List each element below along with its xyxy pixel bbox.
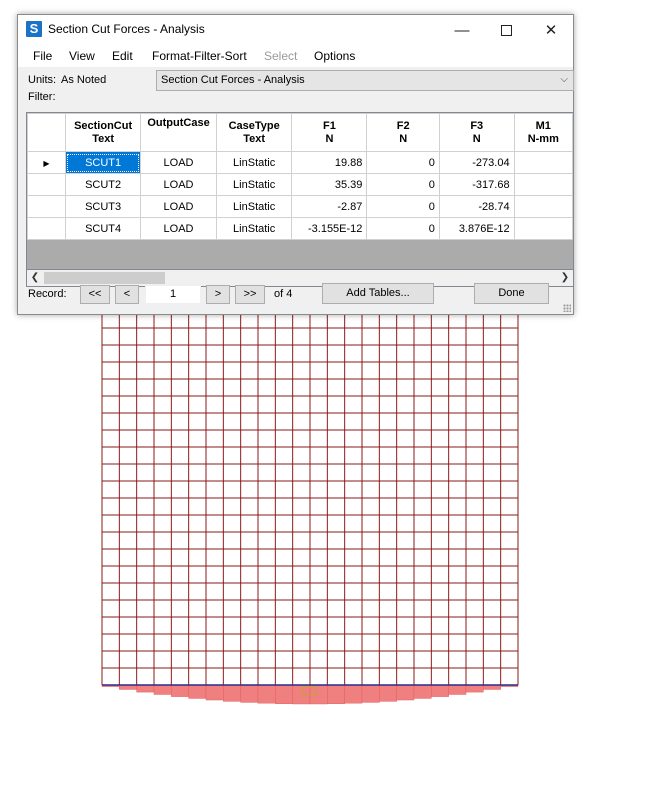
- column-header-f2[interactable]: F2 N: [367, 114, 439, 152]
- filter-label: Filter:: [28, 91, 56, 103]
- section-cut-bar: [449, 685, 466, 694]
- column-header-sectioncut[interactable]: SectionCut Text: [65, 114, 140, 152]
- cell-sectioncut[interactable]: SCUT4: [65, 218, 140, 240]
- section-cut-bar: [171, 685, 188, 697]
- row-selector[interactable]: [28, 152, 66, 174]
- close-button[interactable]: [529, 15, 573, 45]
- scroll-left-icon[interactable]: ❮: [30, 272, 40, 283]
- title-bar[interactable]: [18, 15, 573, 45]
- section-cut-bar: [206, 685, 223, 700]
- section-cut-bar: [258, 685, 275, 703]
- window-title: Section Cut Forces - Analysis: [48, 22, 205, 36]
- minimize-icon: —: [454, 21, 470, 39]
- section-cut-bar: [379, 685, 396, 701]
- section-cut-bar: [189, 685, 206, 698]
- section-cut-forces-window[interactable]: [17, 14, 574, 315]
- shell-mesh: [102, 300, 518, 685]
- done-button[interactable]: Done: [474, 283, 549, 304]
- menu-options[interactable]: Options: [314, 49, 356, 63]
- cell-m1[interactable]: [514, 174, 572, 196]
- chevron-down-icon: ⌵: [560, 74, 568, 85]
- menu-file[interactable]: File: [33, 49, 53, 63]
- menu-format-filter-sort[interactable]: Format-Filter-Sort: [152, 49, 247, 63]
- app-icon: S: [26, 21, 42, 37]
- row-selector[interactable]: [28, 174, 66, 196]
- record-label: Record:: [28, 288, 67, 300]
- next-record-button[interactable]: >: [206, 285, 230, 304]
- cell-f2[interactable]: 0: [367, 174, 439, 196]
- header-row: [28, 114, 573, 152]
- cell-f2[interactable]: 0: [367, 152, 439, 174]
- cell-m1[interactable]: [514, 218, 572, 240]
- cell-f3[interactable]: -28.74: [439, 196, 514, 218]
- cell-casetype[interactable]: LinStatic: [216, 196, 292, 218]
- table-row[interactable]: [28, 196, 573, 218]
- section-cut-bar: [275, 685, 292, 704]
- cell-f3[interactable]: -273.04: [439, 152, 514, 174]
- column-header-casetype[interactable]: CaseType Text: [216, 114, 292, 152]
- cell-f1[interactable]: -2.87: [292, 196, 367, 218]
- section-cut-diagram: [102, 685, 518, 704]
- menu-edit[interactable]: Edit: [112, 49, 133, 63]
- scroll-right-icon[interactable]: ❯: [560, 272, 570, 283]
- cell-f3[interactable]: -317.68: [439, 174, 514, 196]
- row-selector[interactable]: [28, 218, 66, 240]
- record-count: of 4: [274, 288, 293, 300]
- previous-record-button[interactable]: <: [115, 285, 139, 304]
- column-header-m1[interactable]: M1 N-mm: [514, 114, 572, 152]
- cell-casetype[interactable]: LinStatic: [216, 218, 292, 240]
- table-row[interactable]: [28, 174, 573, 196]
- table-selector-dropdown[interactable]: [156, 70, 574, 91]
- cell-m1[interactable]: [514, 196, 572, 218]
- cell-outputcase[interactable]: LOAD: [141, 152, 217, 174]
- section-cut-bar: [241, 685, 258, 702]
- column-header-outputcase[interactable]: OutputCase: [141, 114, 217, 152]
- cell-sectioncut[interactable]: SCUT1: [65, 152, 140, 174]
- section-cut-bar: [154, 685, 171, 694]
- cell-casetype[interactable]: LinStatic: [216, 152, 292, 174]
- data-grid[interactable]: [26, 112, 574, 270]
- table-row[interactable]: [28, 218, 573, 240]
- section-cut-bar: [293, 685, 310, 704]
- section-cut-bar: [137, 685, 154, 692]
- minimize-button[interactable]: [440, 15, 484, 45]
- table-row[interactable]: [28, 152, 573, 174]
- current-row-arrow-icon: ▶: [43, 158, 50, 168]
- table-selector-value: Section Cut Forces - Analysis: [161, 74, 305, 86]
- section-cut-bar: [310, 685, 327, 704]
- section-cut-bar: [223, 685, 240, 701]
- units-value: As Noted: [61, 74, 107, 86]
- menu-select[interactable]: Select: [264, 49, 298, 63]
- cell-outputcase[interactable]: LOAD: [141, 196, 217, 218]
- cell-sectioncut[interactable]: SCUT3: [65, 196, 140, 218]
- last-record-button[interactable]: >>: [235, 285, 265, 304]
- resize-grip-icon[interactable]: [563, 304, 571, 312]
- cell-f2[interactable]: 0: [367, 196, 439, 218]
- menu-bar: [18, 45, 573, 67]
- section-cut-bar: [466, 685, 483, 692]
- section-cut-bar: [362, 685, 379, 702]
- cell-f1[interactable]: 35.39: [292, 174, 367, 196]
- maximize-button[interactable]: [484, 15, 528, 45]
- column-header-f1[interactable]: F1 N: [292, 114, 367, 152]
- cell-f2[interactable]: 0: [367, 218, 439, 240]
- scroll-thumb[interactable]: [44, 272, 165, 284]
- results-table: [27, 113, 573, 240]
- cell-m1[interactable]: [514, 152, 572, 174]
- add-tables-button[interactable]: Add Tables...: [322, 283, 434, 304]
- cell-f1[interactable]: 19.88: [292, 152, 367, 174]
- first-record-button[interactable]: <<: [80, 285, 110, 304]
- row-selector[interactable]: [28, 196, 66, 218]
- cell-sectioncut[interactable]: SCUT2: [65, 174, 140, 196]
- close-icon: ✕: [544, 22, 558, 39]
- record-number-input[interactable]: 1: [145, 285, 201, 304]
- section-cut-bar: [397, 685, 414, 700]
- maximize-icon: [501, 25, 512, 36]
- column-header-f3[interactable]: F3 N: [439, 114, 514, 152]
- cell-f3[interactable]: 3.876E-12: [439, 218, 514, 240]
- section-cut-bar: [414, 685, 431, 698]
- section-cut-bar: [431, 685, 448, 697]
- cell-casetype[interactable]: LinStatic: [216, 174, 292, 196]
- units-label: Units:: [28, 74, 57, 86]
- menu-view[interactable]: View: [69, 49, 95, 63]
- cell-outputcase[interactable]: LOAD: [141, 174, 217, 196]
- cell-f1[interactable]: -3.155E-12: [292, 218, 367, 240]
- cell-outputcase[interactable]: LOAD: [141, 218, 217, 240]
- section-cut-bar: [327, 685, 344, 704]
- row-header-corner: [28, 114, 66, 152]
- section-cut-bar: [345, 685, 362, 703]
